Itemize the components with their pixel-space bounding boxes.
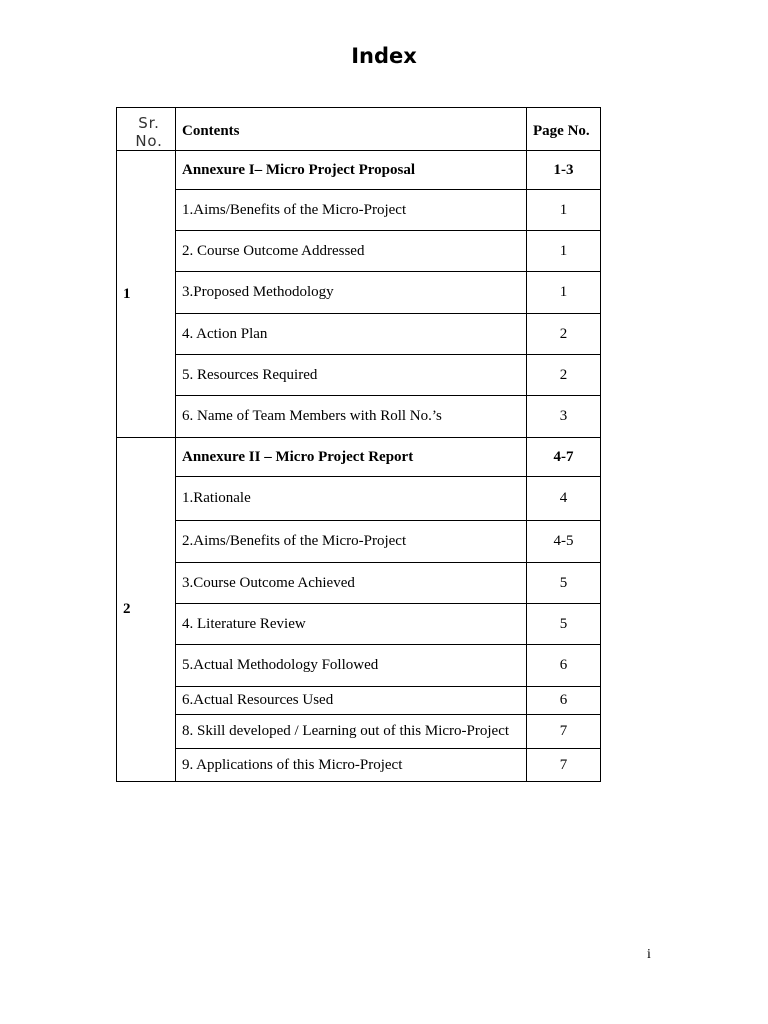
row-page: 6 [527,645,601,687]
section-sr-no: 2 [117,438,176,782]
table-row [117,151,601,190]
table-row [117,314,601,355]
row-content: 4. Literature Review [176,604,527,645]
page-title: Index [351,44,417,68]
row-page: 5 [527,563,601,604]
table-row [117,749,601,782]
row-content: 5. Resources Required [176,355,527,396]
row-page: 1 [527,231,601,272]
row-page: 4-7 [527,438,601,477]
row-page: 6 [527,687,601,715]
table-row [117,272,601,314]
row-content: Annexure I– Micro Project Proposal [176,151,527,190]
row-content: 9. Applications of this Micro-Project [176,749,527,782]
row-page: 5 [527,604,601,645]
table-row [117,645,601,687]
row-page: 1 [527,272,601,314]
page-number: i [647,947,651,962]
row-page: 3 [527,396,601,438]
row-page: 2 [527,314,601,355]
table-row [117,687,601,715]
row-content: 5.Actual Methodology Followed [176,645,527,687]
row-content: 4. Action Plan [176,314,527,355]
table-row [117,604,601,645]
table-row [117,355,601,396]
row-page: 2 [527,355,601,396]
row-content: 8. Skill developed / Learning out of this Micro-Project [176,715,527,749]
row-content: 1.Aims/Benefits of the Micro-Project [176,190,527,231]
row-content: 1.Rationale [176,477,527,521]
table-row [117,521,601,563]
row-page: 4 [527,477,601,521]
table-header-row [117,108,601,151]
header-sr-no: Sr. No. [117,108,176,151]
table-row [117,190,601,231]
table-row [117,438,601,477]
row-page: 7 [527,715,601,749]
row-content: 3.Course Outcome Achieved [176,563,527,604]
header-page-no: Page No. [527,108,601,151]
table-row [117,563,601,604]
table-row [117,231,601,272]
index-table [116,107,601,782]
row-page: 7 [527,749,601,782]
row-page: 1 [527,190,601,231]
row-content: 3.Proposed Methodology [176,272,527,314]
section-sr-no: 1 [117,151,176,438]
header-contents: Contents [176,108,527,151]
row-content: Annexure II – Micro Project Report [176,438,527,477]
table-row [117,477,601,521]
row-page: 4-5 [527,521,601,563]
row-page: 1-3 [527,151,601,190]
table-row [117,396,601,438]
row-content: 2. Course Outcome Addressed [176,231,527,272]
table-row [117,715,601,749]
row-content: 6.Actual Resources Used [176,687,527,715]
row-content: 2.Aims/Benefits of the Micro-Project [176,521,527,563]
row-content: 6. Name of Team Members with Roll No.’s [176,396,527,438]
